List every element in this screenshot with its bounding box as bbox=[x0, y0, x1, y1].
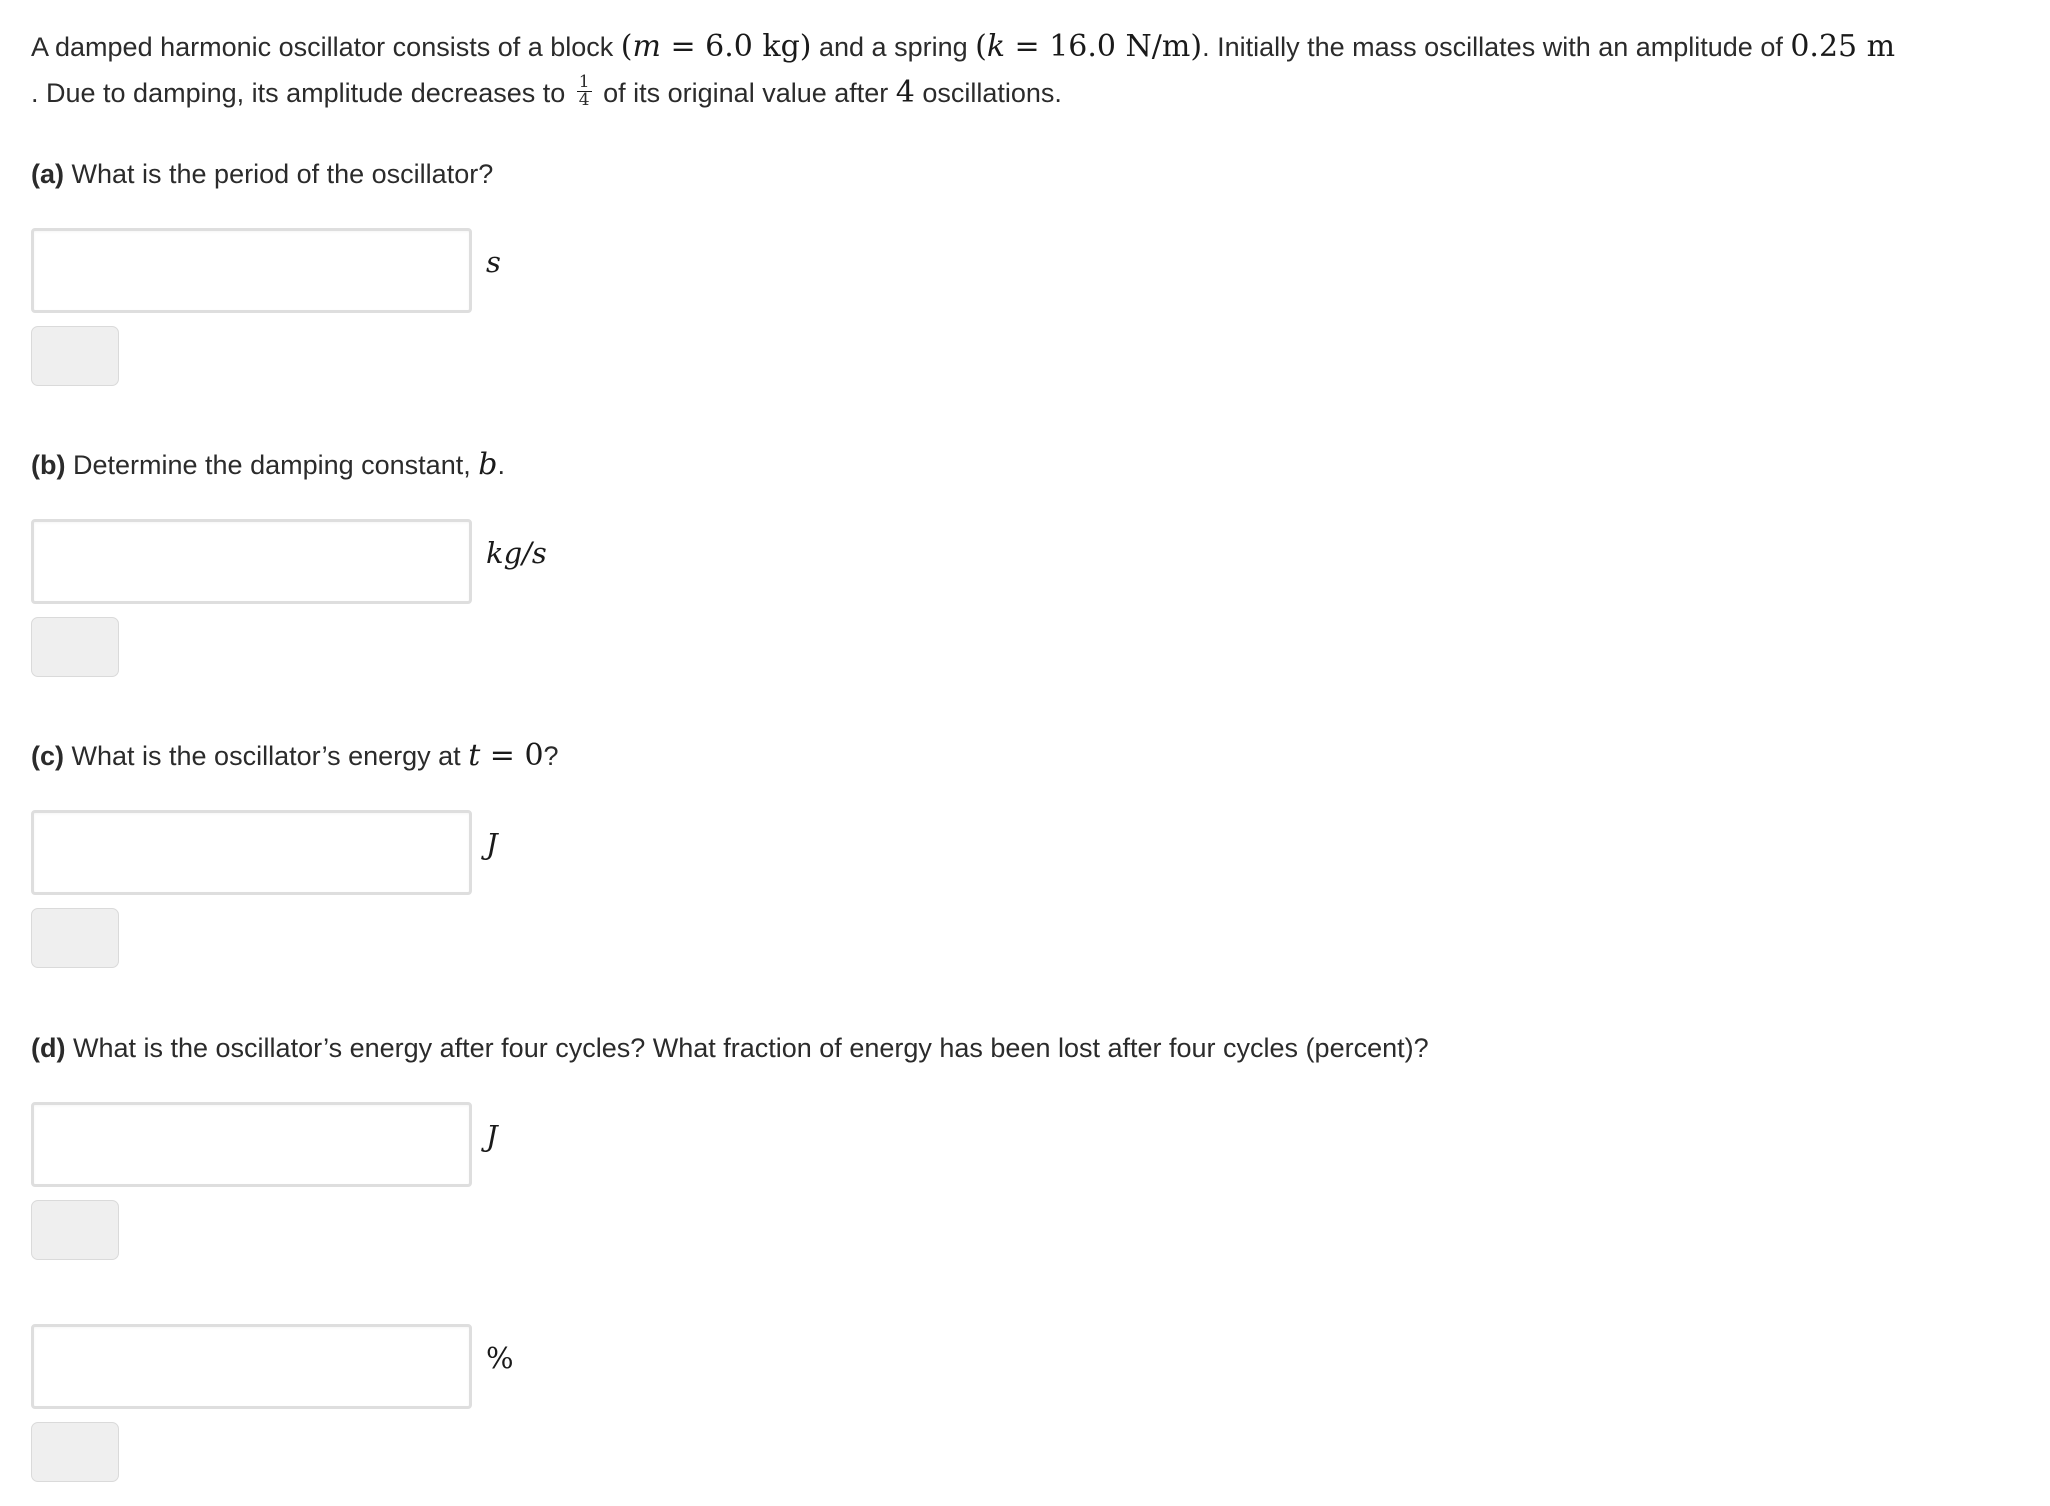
problem-text: A damped harmonic oscillator consists of a block bbox=[31, 32, 621, 62]
problem-statement bbox=[31, 24, 1991, 116]
unit-label-d-energy: J bbox=[486, 1119, 498, 1153]
question-label: (b) bbox=[31, 450, 66, 480]
question-text: What is the oscillator’s energy at bbox=[64, 741, 469, 771]
problem-text: . Due to damping, its amplitude decreases to bbox=[31, 78, 573, 108]
question-label: (c) bbox=[31, 741, 64, 771]
answer-input-b[interactable] bbox=[31, 519, 472, 604]
problem-text: and a spring bbox=[811, 32, 976, 62]
problem-text: . Initially the mass oscillates with an amplitude of bbox=[1202, 32, 1791, 62]
question-c: (c) What is the oscillator’s energy at t = 0? bbox=[31, 738, 559, 773]
fraction-one-quarter: $\frac{1}{4}$ bbox=[578, 72, 590, 111]
problem-text: oscillations. bbox=[914, 78, 1062, 108]
question-label: (d) bbox=[31, 1033, 66, 1063]
answer-input-d-energy[interactable] bbox=[31, 1102, 472, 1187]
submit-button-c[interactable] bbox=[31, 908, 119, 968]
problem-text: of its original value after bbox=[595, 78, 896, 108]
question-text: What is the oscillator’s energy after four cycles? What fraction of energy has been lost after four cycles (percent)? bbox=[65, 1033, 1429, 1063]
submit-button-d-energy[interactable] bbox=[31, 1200, 119, 1260]
submit-button-a[interactable] bbox=[31, 326, 119, 386]
unit-label-a: s bbox=[486, 245, 501, 279]
time-expression: t = 0 bbox=[468, 738, 544, 773]
answer-input-d-percent[interactable] bbox=[31, 1324, 472, 1409]
question-text: What is the period of the oscillator? bbox=[64, 159, 494, 189]
spring-constant-expression: (k = 16.0 N/m) bbox=[975, 29, 1203, 64]
question-d bbox=[31, 1030, 1429, 1066]
damping-variable: b bbox=[478, 447, 498, 482]
question-text: Determine the damping constant, bbox=[65, 450, 479, 480]
question-a bbox=[31, 156, 493, 192]
mass-expression: (m = 6.0 kg) bbox=[620, 29, 812, 64]
submit-button-b[interactable] bbox=[31, 617, 119, 677]
unit-label-d-percent: % bbox=[486, 1341, 514, 1375]
unit-label-b: kg/s bbox=[486, 536, 547, 570]
question-b: (b) Determine the damping constant, b. bbox=[31, 447, 505, 482]
question-label: (a) bbox=[31, 159, 64, 189]
answer-input-a[interactable] bbox=[31, 228, 472, 313]
cycle-count: 4 bbox=[895, 75, 915, 110]
amplitude-value: 0.25 m bbox=[1790, 29, 1896, 64]
answer-input-c[interactable] bbox=[31, 810, 472, 895]
unit-label-c: J bbox=[486, 827, 498, 861]
submit-button-d-percent[interactable] bbox=[31, 1422, 119, 1482]
